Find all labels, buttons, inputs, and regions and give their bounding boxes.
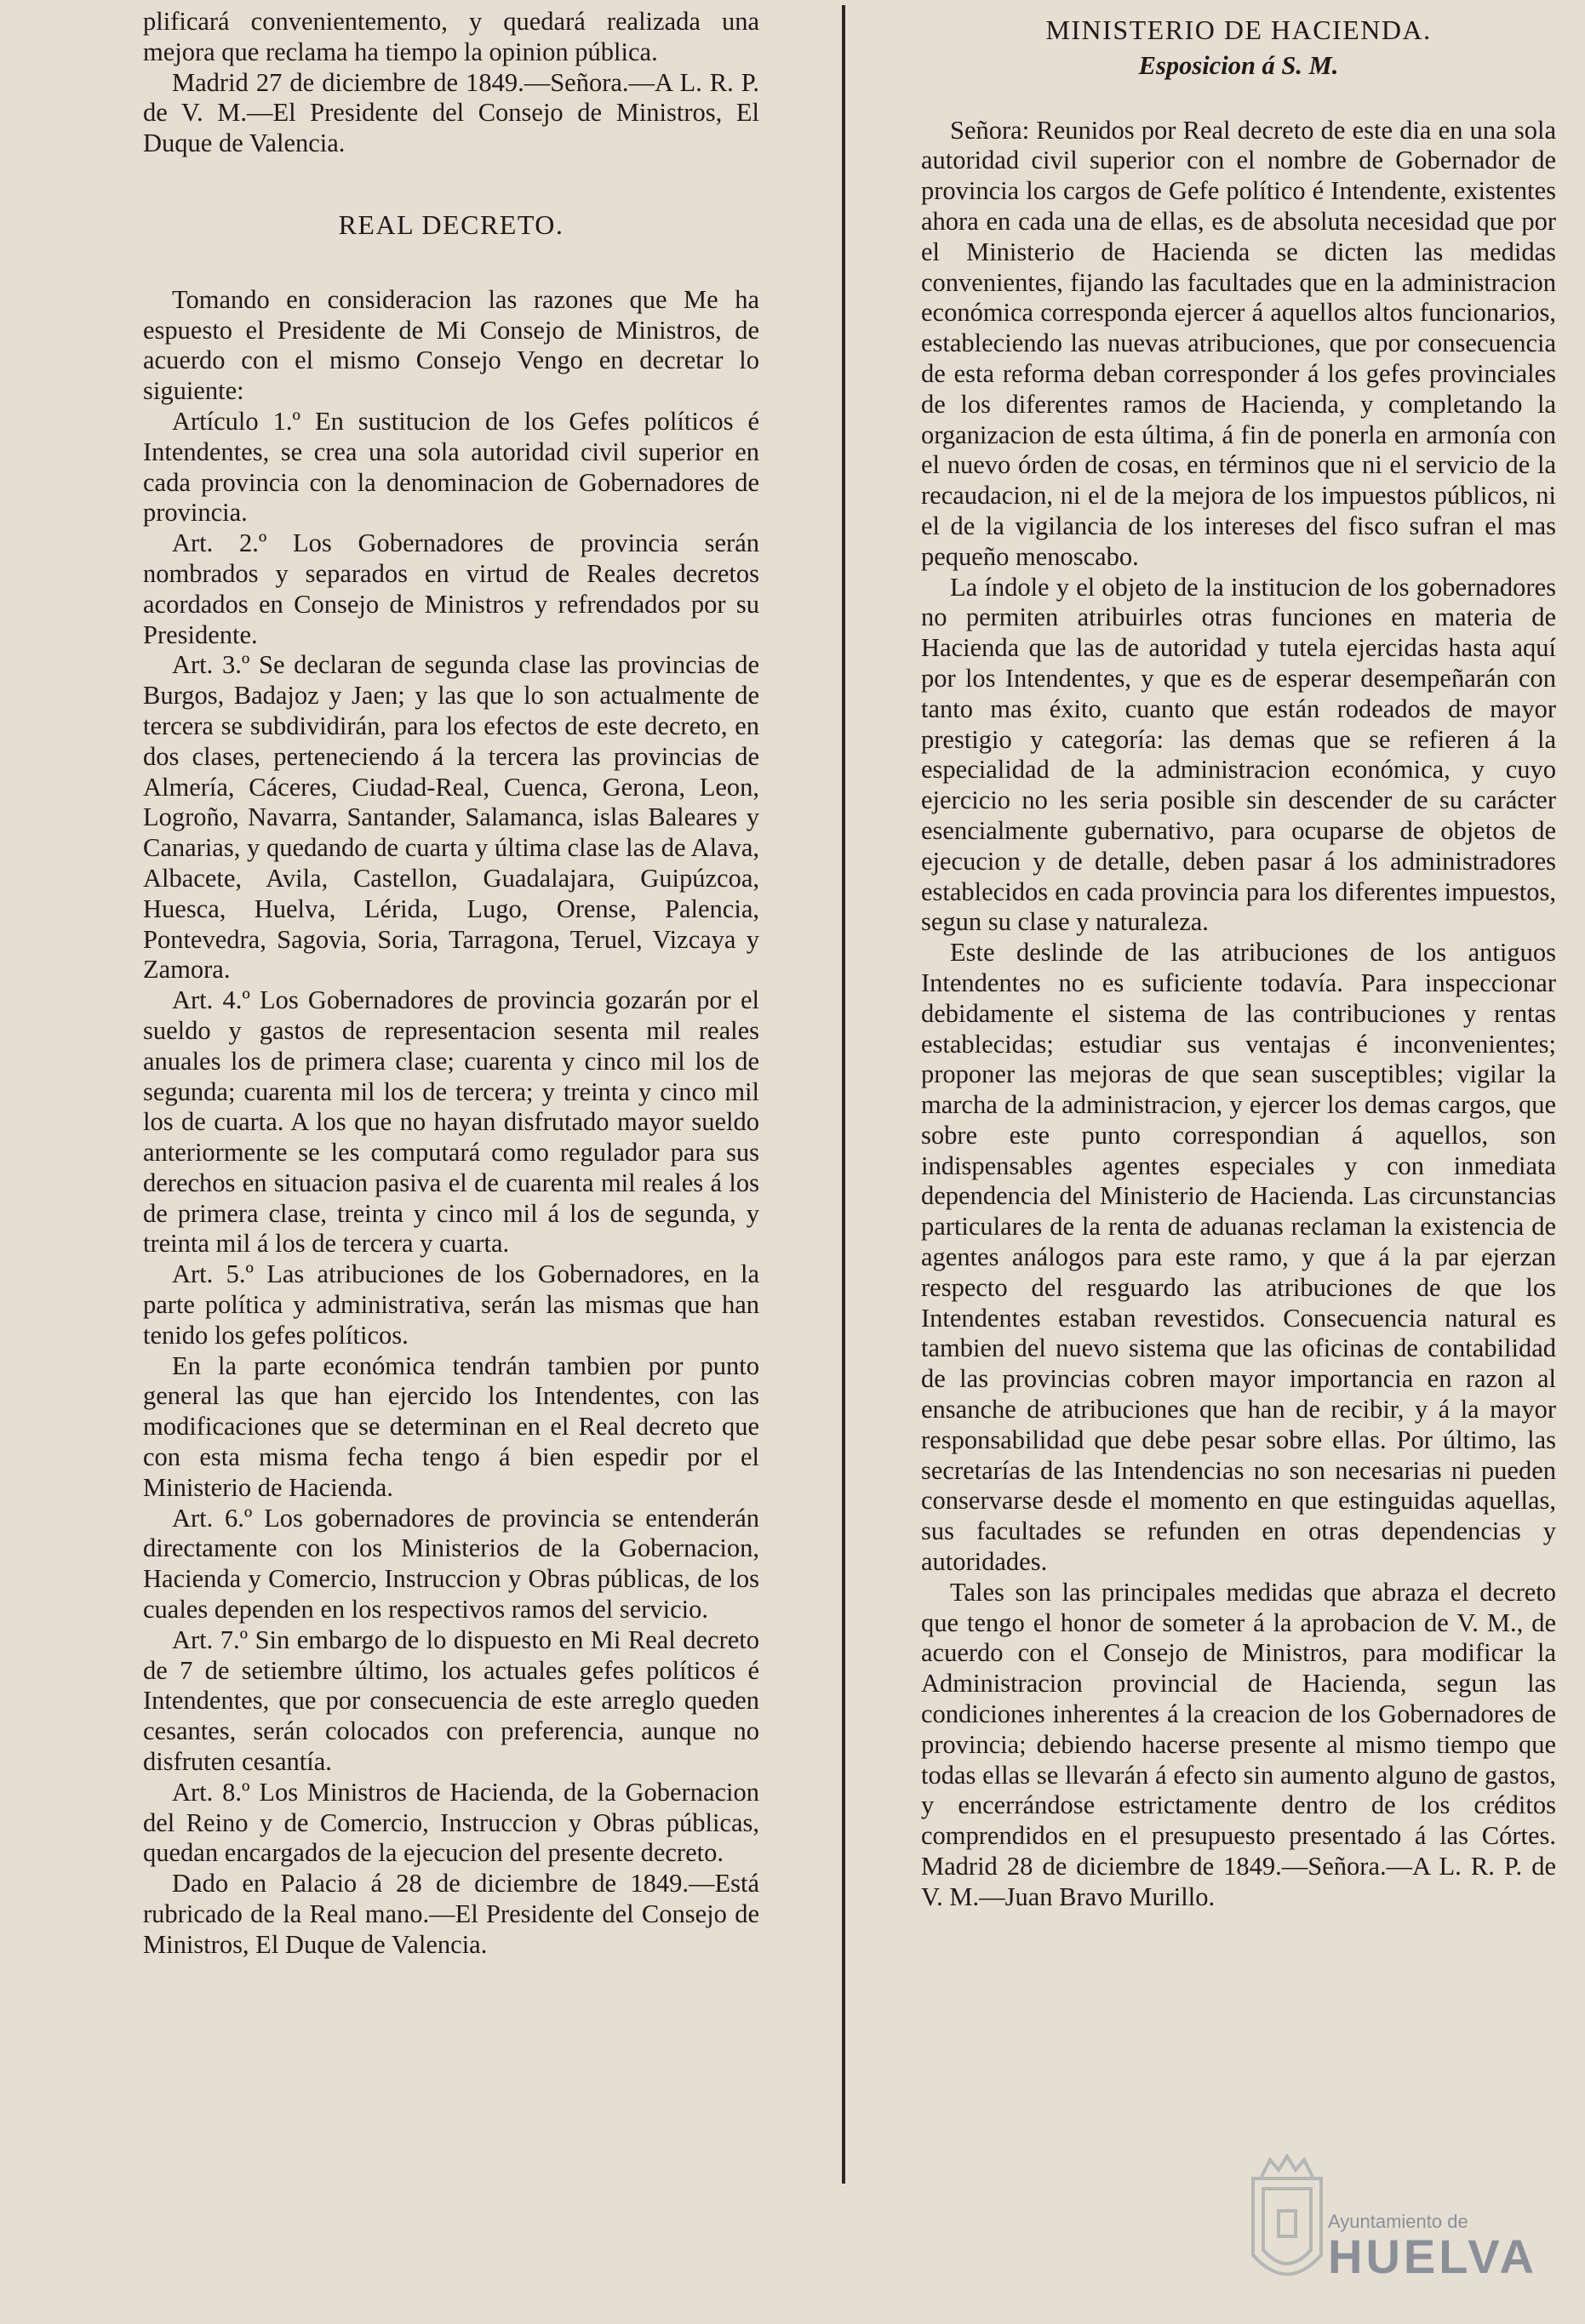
- decree-signature: Dado en Palacio á 28 de diciembre de 1849.—Está rubricado de la Real mano.—El Presidente del Consejo de Ministros, El Duque de Valencia.: [143, 1869, 759, 1959]
- watermark-line-2: HUELVA: [1328, 2230, 1537, 2283]
- decree-article-6: Art. 6.º Los gobernadores de provincia se entenderán directamente con los Ministerios de la Gobernacion, Hacienda y Comercio, Instruccion y Obras públicas, de los cuales dependen en los respectivos ramos del servicio.: [143, 1503, 759, 1625]
- exposition-paragraph-1: Señora: Reunidos por Real decreto de este dia en una sola autoridad civil superior con el nombre de Gobernador de provincia los cargos de Gefe político é Intendente, existentes ahora en cada una de ellas, es de absoluta necesidad que por el Ministerio de Hacienda se dicten las medidas convenientes, fijando las facultades que en la administracion económica corresponda ejercer á aquellos altos funcionarios, estableciendo las nuevas atribuciones, que por consecuencia de esta reforma deban corresponder á los gefes provinciales de los diferentes ramos de Hacienda, y completando la organizacion de esta última, á fin de ponerla en armonía con el nuevo órden de cosas, en términos que ni el servicio de la recaudacion, ni el de la mejora de los impuestos públicos, ni el de la vigilancia de los intereses del fisco sufran el mas pequeño menoscabo.: [921, 115, 1556, 571]
- exposition-subtitle: Esposicion á S. M.: [1138, 50, 1339, 80]
- watermark-text: [1328, 2211, 1537, 2283]
- right-column: [921, 7, 1556, 1913]
- decree-article-2: Art. 2.º Los Gobernadores de provincia serán nombrados y separados en virtud de Reales decretos acordados en Consejo de Ministros y refrendados por su Presidente.: [143, 528, 759, 649]
- exposition-paragraph-2: La índole y el objeto de la institucion de los gobernadores no permiten atribuirles otras funciones en materia de Hacienda que las de autoridad y tutela ejercidas hasta aquí por los Intendentes, y que es de esperar desempeñarán con tanto mas éxito, cuanto que están rodeados de mayor prestigio y categoría: las demas que se refieren á la especialidad de la administracion económica, y cuyo ejercicio no les seria posible sin descender de su carácter esencialmente gubernativo, para ocuparse de objetos de ejecucion y de detalle, deben pasar á los administradores establecidos en cada provincia para los diferentes impuestos, segun su clase y naturaleza.: [921, 572, 1556, 937]
- intro-signature: Madrid 27 de diciembre de 1849.—Señora.—A L. R. P. de V. M.—El Presidente del Consejo de Ministros, El Duque de Valencia.: [143, 67, 759, 158]
- decree-article-1: Artículo 1.º En sustitucion de los Gefes políticos é Intendentes, se crea una sola autoridad civil superior en cada provincia con la denominacion de Gobernadores de provincia.: [143, 406, 759, 528]
- decree-article-4: Art. 4.º Los Gobernadores de provincia gozarán por el sueldo y gastos de representacion sesenta mil reales anuales los de primera clase; cuarenta y cinco mil los de segunda; cuarenta mil los de tercera; y treinta y cinco mil los de cuarta. A los que no hayan disfrutado mayor sueldo anteriormente se les computará como regulador para sus derechos en situacion pasiva el de cuarenta mil reales á los de primera clase, treinta y cinco mil á los de segunda, y treinta mil á los de tercera y cuarta.: [143, 985, 759, 1259]
- decree-article-5: Art. 5.º Las atribuciones de los Gobernadores, en la parte política y administrativa, serán las mismas que han tenido los gefes políticos.: [143, 1259, 759, 1350]
- decree-preamble: Tomando en consideracion las razones que Me ha espuesto el Presidente de Mi Consejo de Ministros, de acuerdo con el mismo Consejo Vengo en decretar lo siguiente:: [143, 284, 759, 406]
- exposition-paragraph-4: Tales son las principales medidas que abraza el decreto que tengo el honor de someter á la aprobacion de V. M., de acuerdo con el Consejo de Ministros, para modificar la Administracion provincial de Hacienda, segun las condiciones inherentes á la creacion de los Gobernadores de provincia; debiendo hacerse presente al mismo tiempo que todas ellas se llevarán á efecto sin aumento alguno de gastos, y encerrándose estrictamente dentro de los créditos comprendidos en el presupuesto presentado á las Córtes. Madrid 28 de diciembre de 1849.—Señora.—A L. R. P. de V. M.—Juan Bravo Murillo.: [921, 1577, 1556, 1911]
- ministry-title: MINISTERIO DE HACIENDA.: [1045, 14, 1432, 45]
- exposition-paragraph-3: Este deslinde de las atribuciones de los antiguos Intendentes no es suficiente todavía. Para inspeccionar debidamente el sistema de las contribuciones y rentas establecidas; estudiar sus ventajas é inconvenientes; proponer las mejoras de que sean susceptibles; vigilar la marcha de la administracion, y ejercer los demas cargos, que sobre este punto correspondian á aquellos, son indispensables agentes especiales y con inmediata dependencia del Ministerio de Hacienda. Las circunstancias particulares de la renta de aduanas reclaman la existencia de agentes análogos para este ramo, y que á la par ejerzan respecto del resguardo las atribuciones de que los Intendentes estaban revestidos. Consecuencia natural es tambien del nuevo sistema que las oficinas de contabilidad de las provincias cobren mayor importancia en razon al ensanche de atribuciones que han de recibir, y á la mayor responsabilidad que debe pesar sobre ellas. Por último, las secretarías de las Intendencias no son necesarias ni pueden conservarse desde el momento en que estinguidas aquellas, sus facultades se refunden en otras dependencias y autoridades.: [921, 938, 1556, 1577]
- decree-article-5-economic: En la parte económica tendrán tambien por punto general las que han ejercido los Intendentes, con las modificaciones que se determinan en el Real decreto que con esta misma fecha tengo á bien espedir por el Ministerio de Hacienda.: [143, 1350, 759, 1502]
- left-column: [143, 7, 759, 1961]
- watermark-line-1: Ayuntamiento de: [1328, 2211, 1468, 2232]
- decree-article-8: Art. 8.º Los Ministros de Hacienda, de la Gobernacion del Reino y de Comercio, Instruccion y Obras públicas, quedan encargados de la ejecucion del presente decreto.: [143, 1777, 759, 1868]
- decree-article-7: Art. 7.º Sin embargo de lo dispuesto en Mi Real decreto de 7 de setiembre último, los actuales gefes políticos é Intendentes, que por consecuencia de este arreglo queden cesantes, serán colocados con preferencia, aunque no disfruten cesantía.: [143, 1625, 759, 1777]
- column-divider: [842, 5, 845, 2184]
- intro-text: plificará convenientemento, y quedará realizada una mejora que reclama ha tiempo la opinion pública.: [143, 7, 759, 66]
- decree-title: REAL DECRETO.: [338, 208, 564, 240]
- decree-article-3: Art. 3.º Se declaran de segunda clase las provincias de Burgos, Badajoz y Jaen; y las que lo son actualmente de tercera se subdividirán, para los efectos de este decreto, en dos clases, perteneciendo á la tercera las provincias de Almería, Cáceres, Ciudad-Real, Cuenca, Gerona, Leon, Logroño, Navarra, Santander, Salamanca, islas Baleares y Canarias, y quedando de cuarta y última clase las de Alava, Albacete, Avila, Castellon, Guadalajara, Guipúzcoa, Huesca, Huelva, Lérida, Lugo, Orense, Palencia, Pontevedra, Sagovia, Soria, Tarragona, Teruel, Vizcaya y Zamora.: [143, 650, 759, 985]
